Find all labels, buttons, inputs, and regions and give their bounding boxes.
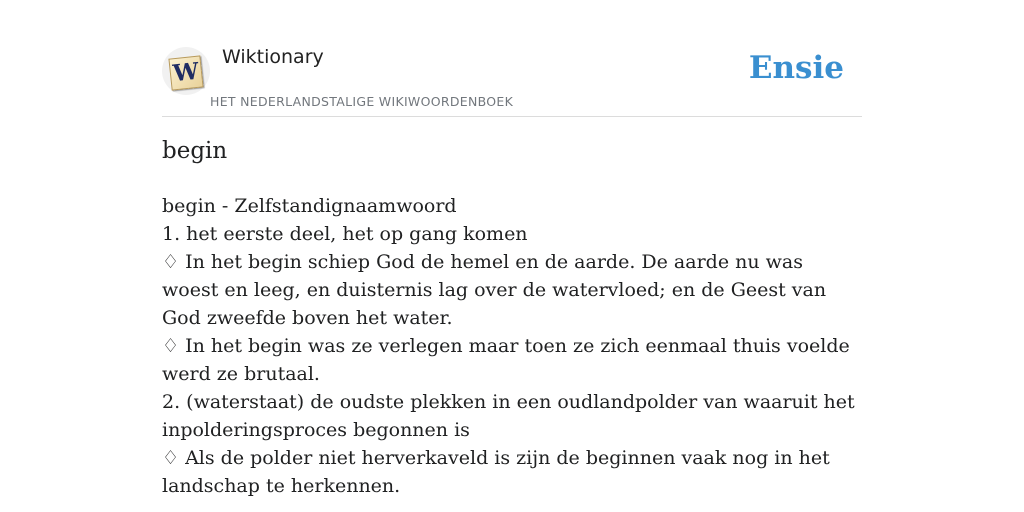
site-tagline: HET NEDERLANDSTALIGE WIKIWOORDENBOEK	[210, 94, 514, 109]
page-title: begin	[162, 138, 228, 164]
definition-1: 1. het eerste deel, het op gang komen	[162, 223, 528, 245]
site-name[interactable]: Wiktionary	[222, 46, 324, 68]
example-3: ♢ Als de polder niet herverkaveld is zijn de beginnen vaak nog in het landschap te herkennen.	[162, 447, 830, 497]
example-1: ♢ In het begin schiep God de hemel en de aarde. De aarde nu was woest en leeg, en duisternis lag over de watervloed; en de Geest van God zweefde boven het water.	[162, 251, 827, 329]
definition-2: 2. (waterstaat) de oudste plekken in een oudlandpolder van waaruit het inpolderingsproces begonnen is	[162, 391, 855, 441]
example-2: ♢ In het begin was ze verlegen maar toen ze zich eenmaal thuis voelde werd ze brutaal.	[162, 335, 850, 385]
wiktionary-logo[interactable]	[162, 47, 210, 95]
site-header	[162, 44, 862, 117]
wiktionary-tile-icon: W	[168, 55, 203, 90]
ensie-brand[interactable]: Ensie	[748, 50, 844, 86]
entry-content	[162, 192, 862, 500]
entry-heading: begin - Zelfstandignaamwoord	[162, 195, 457, 217]
